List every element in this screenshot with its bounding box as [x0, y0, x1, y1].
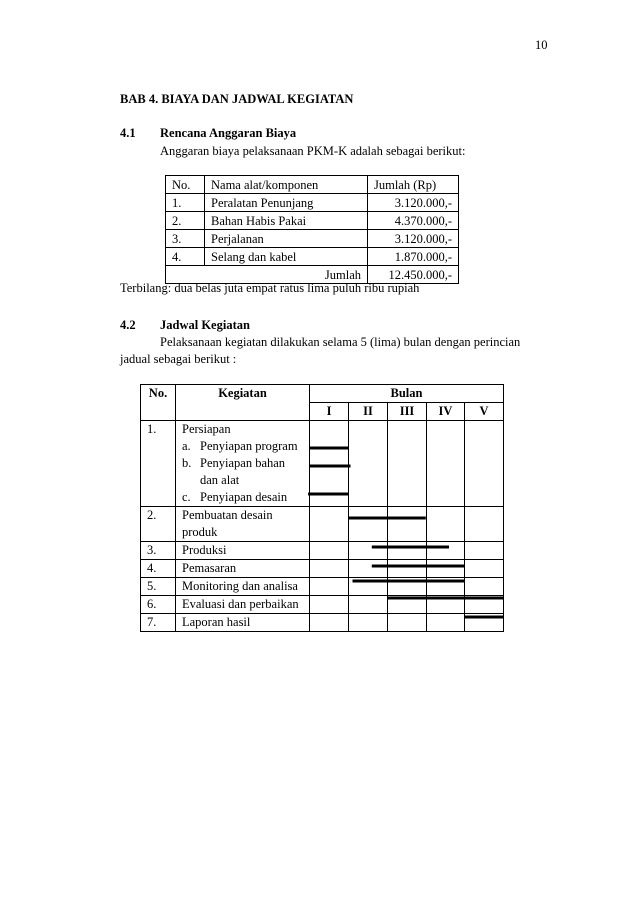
row-no: 5. [141, 578, 176, 596]
budget-table [165, 175, 459, 284]
row-no: 7. [141, 614, 176, 632]
month-v: V [465, 403, 504, 421]
header-month: Bulan [310, 385, 504, 403]
sub-item-text: dan alat [200, 473, 240, 487]
activity: Produksi [176, 542, 310, 560]
sub-item [182, 489, 303, 506]
table-row [141, 421, 504, 507]
schedule-intro-line1: Pelaksanaan kegiatan dilakukan selama 5 (lima) bulan dengan perincian [160, 335, 521, 349]
activity-persiapan [176, 421, 310, 507]
sub-item-text: Penyiapan bahan [200, 456, 286, 470]
row-name: Peralatan Penunjang [205, 194, 368, 212]
header-amount: Jumlah (Rp) [368, 176, 459, 194]
row-no: 4. [141, 560, 176, 578]
header-no: No. [166, 176, 205, 194]
table-row [166, 248, 459, 266]
schedule-intro-line2: jadual sebagai berikut : [120, 352, 237, 366]
table-row [141, 542, 504, 560]
row-amount: 4.370.000,- [368, 212, 459, 230]
terbilang: Terbilang: dua belas juta empat ratus lima puluh ribu rupiah [120, 281, 420, 295]
table-row [141, 614, 504, 632]
row-no: 1. [141, 421, 176, 507]
table-row [141, 560, 504, 578]
row-no: 3. [166, 230, 205, 248]
month-ii: II [349, 403, 388, 421]
activity: Pemasaran [176, 560, 310, 578]
row-amount: 3.120.000,- [368, 194, 459, 212]
row-amount: 1.870.000,- [368, 248, 459, 266]
activity: Evaluasi dan perbaikan [176, 596, 310, 614]
row-no: 4. [166, 248, 205, 266]
table-row [141, 507, 504, 542]
sub-item [182, 472, 303, 489]
sub-item-letter [182, 472, 200, 489]
activity: Laporan hasil [176, 614, 310, 632]
schedule-header-row [141, 385, 504, 403]
row-name: Bahan Habis Pakai [205, 212, 368, 230]
row-no: 3. [141, 542, 176, 560]
schedule-table [140, 384, 504, 632]
row-name: Perjalanan [205, 230, 368, 248]
total-label: Jumlah [166, 266, 368, 284]
sub-item-letter: a. [182, 439, 191, 453]
budget-intro: Anggaran biaya pelaksanaan PKM-K adalah sebagai berikut: [160, 144, 466, 158]
table-row [166, 212, 459, 230]
sub-item-letter: c. [182, 490, 191, 504]
header-activity: Kegiatan [176, 385, 310, 421]
activity: Monitoring dan analisa [176, 578, 310, 596]
sub-item-text: Penyiapan program [200, 439, 298, 453]
row-no: 2. [166, 212, 205, 230]
month-iv: IV [427, 403, 465, 421]
sub-item [182, 455, 303, 472]
row-no: 2. [141, 507, 176, 542]
section-number-4-1: 4.1 [120, 126, 136, 140]
sub-item [182, 438, 303, 455]
table-row [141, 596, 504, 614]
row-no: 6. [141, 596, 176, 614]
row-no: 1. [166, 194, 205, 212]
activity-desain [176, 507, 310, 542]
row-name: Selang dan kabel [205, 248, 368, 266]
table-row [166, 230, 459, 248]
budget-header-row [166, 176, 459, 194]
section-title-schedule: Jadwal Kegiatan [160, 318, 250, 332]
chapter-title: BAB 4. BIAYA DAN JADWAL KEGIATAN [120, 92, 354, 106]
page-number: 10 [535, 38, 548, 52]
table-row [141, 578, 504, 596]
section-title-budget: Rencana Anggaran Biaya [160, 126, 297, 140]
sub-item-letter: b. [182, 456, 192, 470]
header-component: Nama alat/komponen [205, 176, 368, 194]
total-amount: 12.450.000,- [368, 266, 459, 284]
header-no: No. [141, 385, 176, 421]
month-i: I [310, 403, 349, 421]
activity-line: Pembuatan desain [182, 508, 273, 522]
table-row [166, 194, 459, 212]
section-number-4-2: 4.2 [120, 318, 136, 332]
sub-item-text: Penyiapan desain [200, 490, 288, 504]
activity-line: produk [182, 525, 218, 539]
activity-title: Persiapan [182, 422, 231, 436]
month-iii: III [388, 403, 427, 421]
row-amount: 3.120.000,- [368, 230, 459, 248]
